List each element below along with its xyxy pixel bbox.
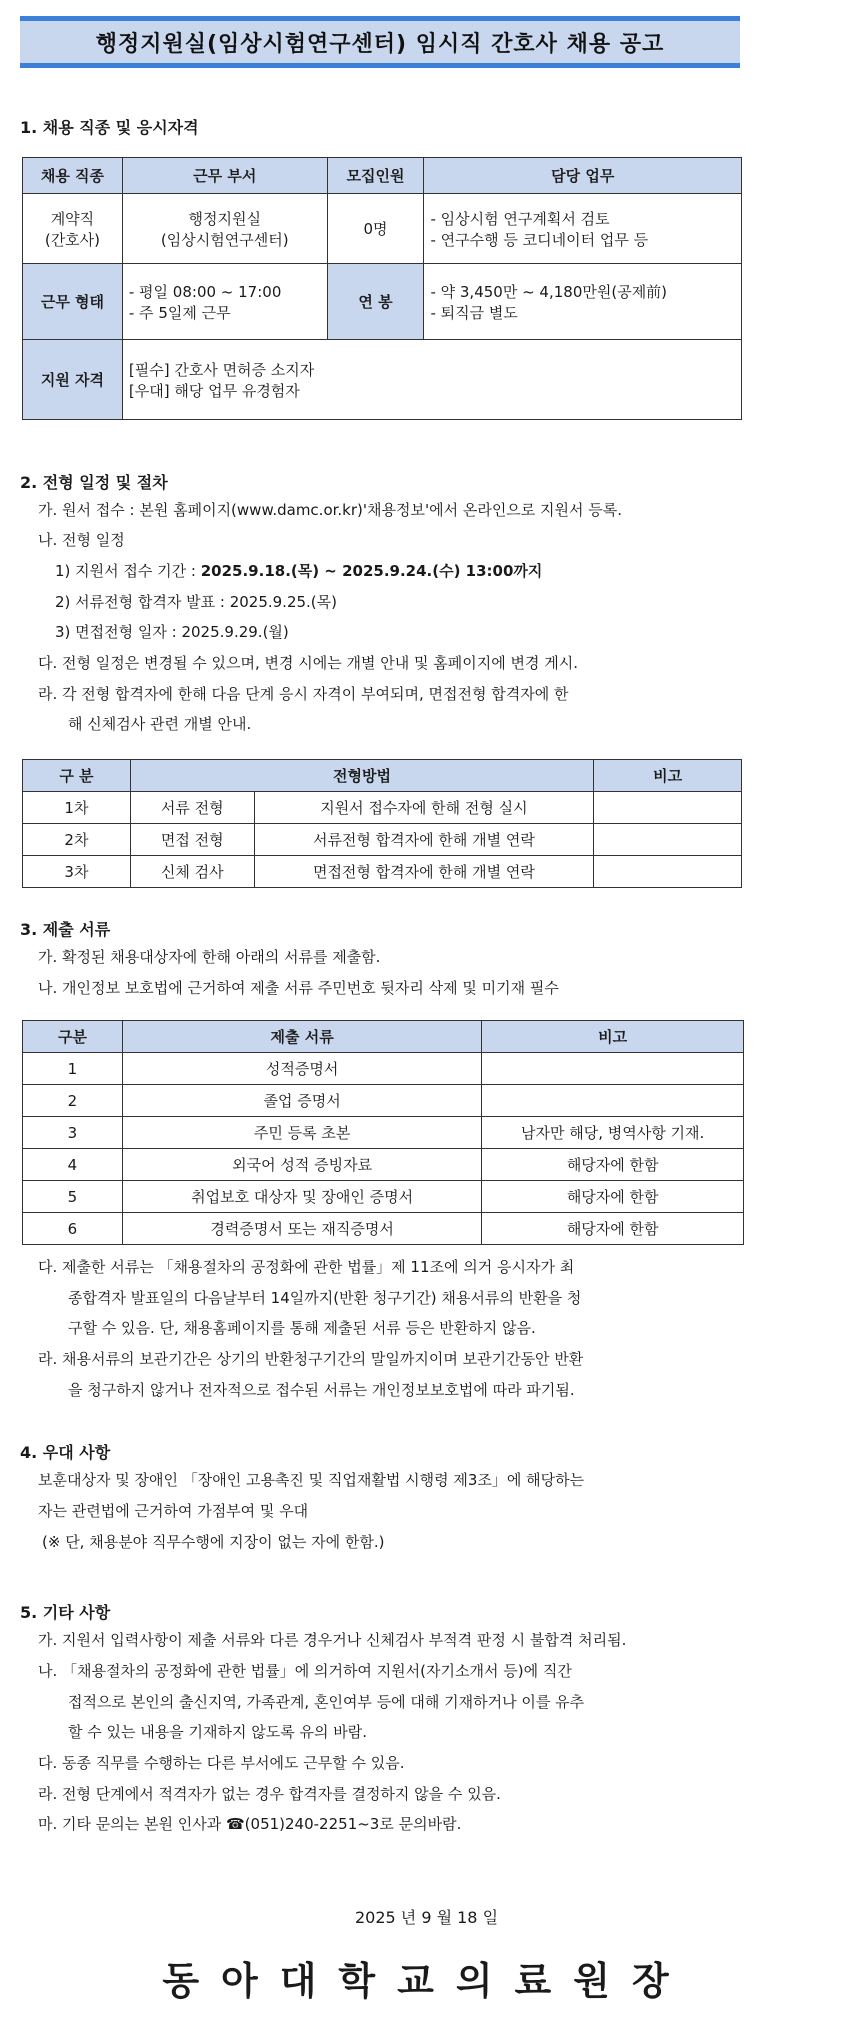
section2-heading: 2. 전형 일정 및 절차 bbox=[20, 473, 168, 492]
header-duties: 담당 업무 bbox=[424, 158, 742, 194]
work-cell: - 평일 08:00 ~ 17:00 - 주 5일제 근무 bbox=[122, 264, 327, 340]
s5-da: 다. 동종 직무를 수행하는 다른 부서에도 근무할 수 있음. bbox=[38, 1754, 405, 1772]
s4-line-1: 보훈대상자 및 장애인 「장애인 고용촉진 및 직업재활법 시행령 제3조」에 해당하는 bbox=[38, 1471, 585, 1489]
header-job: 채용 직종 bbox=[23, 158, 123, 194]
t2-header-note: 비고 bbox=[594, 760, 742, 792]
s5-na-3: 할 수 있는 내용을 기재하지 않도록 유의 바람. bbox=[68, 1723, 367, 1741]
s4-line-3: (※ 단, 채용분야 직무수행에 지장이 없는 자에 한함.) bbox=[42, 1533, 385, 1551]
job-cell: 계약직 (간호사) bbox=[23, 194, 123, 264]
s3-ra-1: 라. 채용서류의 보관기간은 상기의 반환청구기간의 말일까지이며 보관기간동안 반환 bbox=[38, 1350, 584, 1368]
t3-header-note: 비고 bbox=[482, 1021, 744, 1053]
s3-ra-2: 을 청구하지 않거나 전자적으로 접수된 서류는 개인정보보호법에 따라 파기됨. bbox=[68, 1381, 575, 1399]
s5-na-1: 나. 「채용절차의 공정화에 관한 법률」에 의거하여 지원서(자기소개서 등)에 직간 bbox=[38, 1662, 572, 1680]
documents-table bbox=[22, 1020, 744, 1245]
s3-da-3: 구할 수 있음. 단, 채용홈페이지를 통해 제출된 서류 등은 반환하지 않음. bbox=[68, 1319, 536, 1337]
salary-label: 연 봉 bbox=[327, 264, 424, 340]
qual-label: 지원 자격 bbox=[23, 340, 123, 420]
work-label: 근무 형태 bbox=[23, 264, 123, 340]
table-row: 3 주민 등록 초본 남자만 해당, 병역사항 기재. bbox=[23, 1117, 744, 1149]
table-row: 2차 면접 전형 서류전형 합격자에 한해 개별 연락 bbox=[23, 824, 742, 856]
s3-ga: 가. 확정된 채용대상자에 한해 아래의 서류를 제출함. bbox=[38, 948, 381, 966]
s5-ra: 라. 전형 단계에서 적격자가 없는 경우 합격자를 결정하지 않을 수 있음. bbox=[38, 1785, 501, 1803]
t2-header-method: 전형방법 bbox=[130, 760, 593, 792]
table-row: 4 외국어 성적 증빙자료 해당자에 한함 bbox=[23, 1149, 744, 1181]
header-dept: 근무 부서 bbox=[122, 158, 327, 194]
duties-cell: - 임상시험 연구계획서 검토 - 연구수행 등 코디네이터 업무 등 bbox=[424, 194, 742, 264]
s5-ga: 가. 지원서 입력사항이 제출 서류와 다른 경우거나 신체검사 부적격 판정 시 불합격 처리됨. bbox=[38, 1631, 627, 1649]
s5-ma: 마. 기타 문의는 본원 인사과 ☎(051)240-2251~3로 문의바람. bbox=[38, 1815, 462, 1833]
s5-na-2: 접적으로 본인의 출신지역, 가족관계, 혼인여부 등에 대해 기재하거나 이를 유추 bbox=[68, 1693, 585, 1711]
table-row: 2 졸업 증명서 bbox=[23, 1085, 744, 1117]
issue-date: 2025 년 9 월 18 일 bbox=[354, 1908, 499, 1927]
table-row: 6 경력증명서 또는 재직증명서 해당자에 한함 bbox=[23, 1213, 744, 1245]
title-banner bbox=[20, 16, 740, 68]
s3-na: 나. 개인정보 보호법에 근거하여 제출 서류 주민번호 뒷자리 삭제 및 미기재 필수 bbox=[38, 979, 559, 997]
page-title: 행정지원실(임상시험연구센터) 임시직 간호사 채용 공고 bbox=[95, 31, 665, 57]
s2-ra-1: 라. 각 전형 합격자에 한해 다음 단계 응시 자격이 부여되며, 면접전형 합격자에 한 bbox=[38, 685, 569, 703]
table-row: 1 성적증명서 bbox=[23, 1053, 744, 1085]
s2-na: 나. 전형 일정 bbox=[38, 531, 125, 549]
s3-da-2: 종합격자 발표일의 다음날부터 14일까지(반환 청구기간) 채용서류의 반환을 청 bbox=[68, 1289, 582, 1307]
s3-da-1: 다. 제출한 서류는 「채용절차의 공정화에 관한 법률」제 11조에 의거 응시자가 최 bbox=[38, 1258, 575, 1276]
s4-line-2: 자는 관련법에 근거하여 가점부여 및 우대 bbox=[38, 1502, 309, 1520]
s2-schedule-1: 1) 지원서 접수 기간 : 2025.9.18.(목) ~ 2025.9.24.(수) 13:00까지 bbox=[55, 562, 543, 580]
section1-heading: 1. 채용 직종 및 응시자격 bbox=[20, 118, 199, 137]
header-count: 모집인원 bbox=[327, 158, 424, 194]
section5-heading: 5. 기타 사항 bbox=[20, 1603, 111, 1622]
dept-cell: 행정지원실 (임상시험연구센터) bbox=[122, 194, 327, 264]
s2-ga: 가. 원서 접수 : 본원 홈페이지(www.damc.or.kr)'채용정보'에서 온라인으로 지원서 등록. bbox=[38, 501, 623, 519]
s2-schedule-2: 2) 서류전형 합격자 발표 : 2025.9.25.(목) bbox=[55, 593, 338, 611]
table-row: 3차 신체 검사 면접전형 합격자에 한해 개별 연락 bbox=[23, 856, 742, 888]
t2-header-no: 구 분 bbox=[23, 760, 131, 792]
table-row: 1차 서류 전형 지원서 접수자에 한해 전형 실시 bbox=[23, 792, 742, 824]
count-cell: 0명 bbox=[327, 194, 424, 264]
recruitment-table bbox=[22, 157, 742, 420]
s2-schedule-3: 3) 면접전형 일자 : 2025.9.29.(월) bbox=[55, 623, 289, 641]
t3-header-no: 구분 bbox=[23, 1021, 123, 1053]
section3-heading: 3. 제출 서류 bbox=[20, 920, 111, 939]
section4-heading: 4. 우대 사항 bbox=[20, 1443, 111, 1462]
t3-header-doc: 제출 서류 bbox=[122, 1021, 481, 1053]
salary-cell: - 약 3,450만 ~ 4,180만원(공제前) - 퇴직금 별도 bbox=[424, 264, 742, 340]
s2-ra-2: 해 신체검사 관련 개별 안내. bbox=[68, 715, 252, 733]
qual-cell: [필수] 간호사 면허증 소지자 [우대] 해당 업무 유경험자 bbox=[122, 340, 741, 420]
selection-table bbox=[22, 759, 742, 888]
signer-name: 동아대학교의료원장 bbox=[162, 1958, 691, 2003]
s2-da: 다. 전형 일정은 변경될 수 있으며, 변경 시에는 개별 안내 및 홈페이지에 변경 게시. bbox=[38, 654, 578, 672]
table-row: 5 취업보호 대상자 및 장애인 증명서 해당자에 한함 bbox=[23, 1181, 744, 1213]
